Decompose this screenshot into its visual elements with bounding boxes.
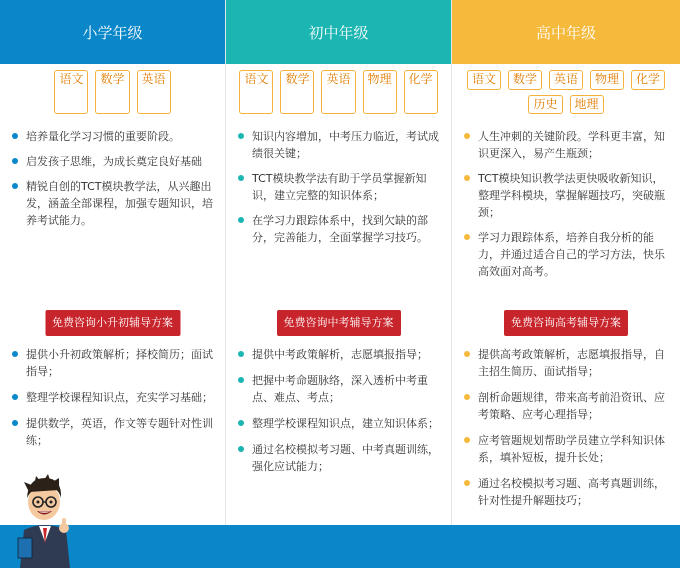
bullet-icon [238, 133, 244, 139]
list-item: TCT模块知识教学法更快吸收新知识，整理学科模块，掌握解题技巧，突破瓶颈； [464, 170, 670, 221]
list-item: 整理学校课程知识点，充实学习基础； [12, 389, 215, 406]
subject-tag: 英语 [549, 70, 583, 90]
bullet-icon [238, 446, 244, 452]
bullet-icon [12, 394, 18, 400]
list-item: TCT模块教学法有助于学员掌握新知识，建立完整的知识体系； [238, 170, 441, 204]
subject-tag: 英语 [137, 70, 171, 114]
list-item: 提供数学，英语，作文等专题针对性训练； [12, 415, 215, 449]
list-item: 人生冲刺的关键阶段。学科更丰富，知识更深入，易产生瓶颈； [464, 128, 670, 162]
subject-tag: 语文 [467, 70, 501, 90]
column-title: 高中年级 [535, 23, 596, 42]
column-primary [0, 0, 226, 525]
consult-button[interactable]: 免费咨询中考辅导方案 [277, 310, 401, 336]
bullet-icon [464, 351, 470, 357]
service-list [0, 346, 225, 458]
bullet-icon [464, 394, 470, 400]
list-item: 提供高考政策解析，志愿填报指导，自主招生简历、面试指导； [464, 346, 670, 380]
list-item: 剖析命题规律，带来高考前沿资讯、应考策略、应考心理指导； [464, 389, 670, 423]
feature-list [0, 128, 225, 237]
column-senior [452, 0, 680, 525]
list-item: 提供小升初政策解析；择校简历；面试指导； [12, 346, 215, 380]
list-item: 知识内容增加，中考压力临近，考试成绩很关键； [238, 128, 441, 162]
list-item: 启发孩子思维，为成长奠定良好基础 [12, 153, 215, 170]
subject-tag: 物理 [363, 70, 397, 114]
teacher-mascot-icon [14, 468, 76, 568]
footer-bar [0, 525, 680, 568]
list-item: 在学习力跟踪体系中，找到欠缺的部分，完善能力，全面掌握学习技巧。 [238, 212, 441, 246]
subject-tags [226, 64, 451, 114]
feature-list [226, 128, 451, 254]
column-header [0, 0, 225, 64]
subject-tags [0, 64, 225, 114]
bullet-icon [12, 133, 18, 139]
feature-list [452, 128, 680, 288]
subject-tag: 数学 [280, 70, 314, 114]
list-item: 应考管题规划帮助学员建立学科知识体系，填补短板，提升长处； [464, 432, 670, 466]
bullet-icon [464, 437, 470, 443]
service-list [226, 346, 451, 484]
list-item: 精锐自创的TCT模块教学法，从兴趣出发，涵盖全部课程，加强专题知识，培养考试能力。 [12, 178, 215, 229]
bullet-icon [12, 158, 18, 164]
bullet-icon [464, 175, 470, 181]
list-item: 把握中考命题脉络，深入透析中考重点、难点、考点； [238, 372, 441, 406]
consult-button[interactable]: 免费咨询小升初辅导方案 [45, 310, 180, 336]
bullet-icon [238, 377, 244, 383]
subject-tags [452, 64, 680, 114]
list-item: 通过名校模拟考习题、高考真题训练，针对性提升解题技巧； [464, 475, 670, 509]
column-header [226, 0, 451, 64]
consult-button[interactable]: 免费咨询高考辅导方案 [504, 310, 628, 336]
column-header [452, 0, 680, 64]
bullet-icon [464, 480, 470, 486]
list-item: 提供中考政策解析，志愿填报指导； [238, 346, 441, 363]
subject-tag: 语文 [239, 70, 273, 114]
subject-tag: 地理 [570, 95, 604, 115]
subject-tag: 英语 [321, 70, 355, 114]
column-title: 小学年级 [82, 23, 143, 42]
bullet-icon [238, 351, 244, 357]
list-item: 学习力跟踪体系，培养自我分析的能力，并通过适合自己的学习方法，快乐高效面对高考。 [464, 229, 670, 280]
subject-tag: 物理 [590, 70, 624, 90]
bullet-icon [238, 420, 244, 426]
list-item: 整理学校课程知识点，建立知识体系； [238, 415, 441, 432]
column-junior [226, 0, 452, 525]
bullet-icon [12, 351, 18, 357]
column-title: 初中年级 [308, 23, 369, 42]
bullet-icon [464, 133, 470, 139]
subject-tag: 语文 [54, 70, 88, 114]
bullet-icon [238, 217, 244, 223]
subject-tag: 数学 [95, 70, 129, 114]
subject-tag: 化学 [404, 70, 438, 114]
list-item: 培养量化学习习惯的重要阶段。 [12, 128, 215, 145]
list-item: 通过名校模拟考习题、中考真题训练，强化应试能力； [238, 441, 441, 475]
bullet-icon [12, 183, 18, 189]
subject-tag: 历史 [528, 95, 562, 115]
bullet-icon [238, 175, 244, 181]
bullet-icon [12, 420, 18, 426]
service-list [452, 346, 680, 518]
subject-tag: 数学 [508, 70, 542, 90]
bullet-icon [464, 234, 470, 240]
subject-tag: 化学 [631, 70, 665, 90]
